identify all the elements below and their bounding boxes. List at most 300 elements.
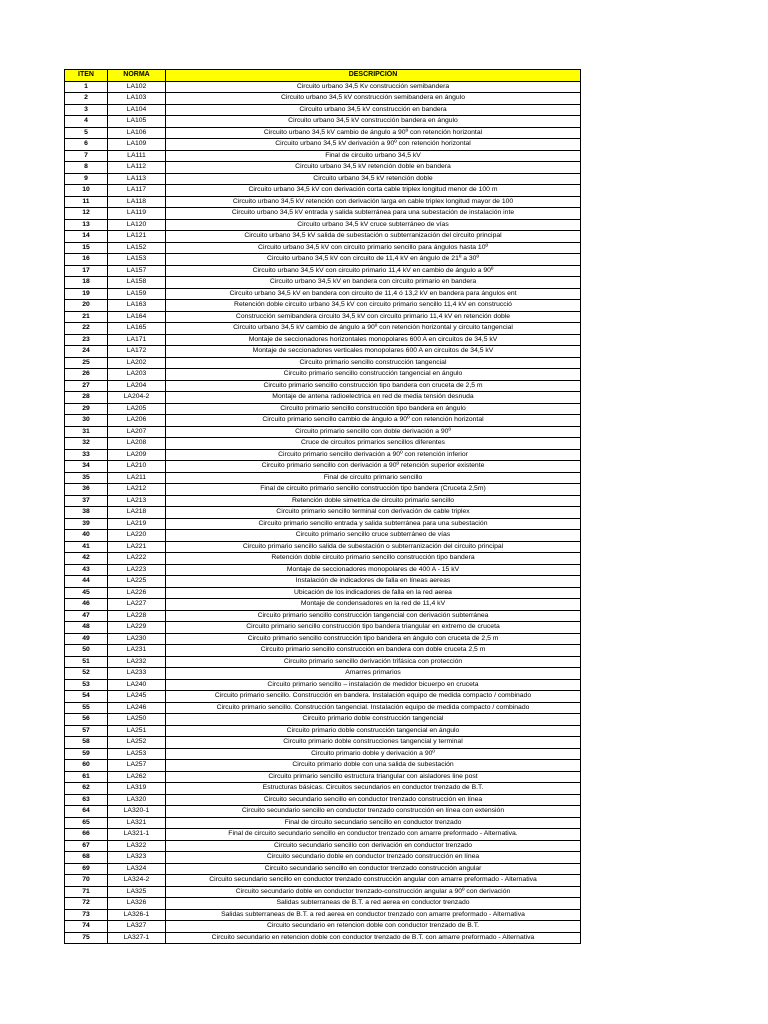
row-iten: 36 (65, 484, 108, 496)
row-description: Circuito primario sencillo salida de subestación o subterranización del circuito principal (166, 541, 581, 553)
row-description: Circuito urbano 34,5 kV cambio de ángulo a 90º con retención horizontal y circuito tangencial (166, 323, 581, 335)
row-iten: 38 (65, 507, 108, 519)
row-description: Final de circuito secundario sencillo en conductor trenzado con amarre preformado - Alternativa. (166, 829, 581, 841)
table-row (65, 472, 581, 484)
table-row (65, 530, 581, 542)
row-norma: LA218 (108, 507, 166, 519)
row-iten: 10 (65, 185, 108, 197)
row-iten: 24 (65, 346, 108, 358)
row-iten: 43 (65, 564, 108, 576)
row-iten: 74 (65, 921, 108, 933)
row-iten: 65 (65, 817, 108, 829)
row-norma: LA121 (108, 231, 166, 243)
row-description: Montaje de antena radioelectrica en red de media tensión desnuda (166, 392, 581, 404)
row-iten: 69 (65, 863, 108, 875)
table-row (65, 668, 581, 680)
row-norma: LA320 (108, 794, 166, 806)
row-norma: LA209 (108, 449, 166, 461)
row-iten: 66 (65, 829, 108, 841)
row-norma: LA327 (108, 921, 166, 933)
table-row (65, 242, 581, 254)
row-iten: 70 (65, 875, 108, 887)
row-description: Circuito primario sencillo – instalación de medidor bicuerpo en cruceta (166, 679, 581, 691)
table-row (65, 633, 581, 645)
row-iten: 25 (65, 357, 108, 369)
row-description: Circuito primario sencillo terminal con derivación de cable triplex (166, 507, 581, 519)
table-row (65, 656, 581, 668)
table-row (65, 196, 581, 208)
table-row (65, 208, 581, 220)
table-row (65, 783, 581, 795)
row-description: Circuito urbano 34,5 kV retención doble en bandera (166, 162, 581, 174)
row-iten: 40 (65, 530, 108, 542)
table-row (65, 587, 581, 599)
table-body (65, 81, 581, 944)
row-description: Ubicación de los indicadores de falla en la red aerea (166, 587, 581, 599)
table-row (65, 484, 581, 496)
row-description: Circuito secundario sencillo con derivación en conductor trenzado (166, 840, 581, 852)
row-norma: LA205 (108, 403, 166, 415)
row-norma: LA223 (108, 564, 166, 576)
row-norma: LA250 (108, 714, 166, 726)
row-norma: LA118 (108, 196, 166, 208)
table-row (65, 737, 581, 749)
table-row (65, 219, 581, 231)
row-description: Circuito urbano 34,5 kV salida de subestación o subterranización del circuito principal (166, 231, 581, 243)
row-iten: 45 (65, 587, 108, 599)
row-norma: LA246 (108, 702, 166, 714)
table-row (65, 691, 581, 703)
row-norma: LA226 (108, 587, 166, 599)
row-description: Circuito primario sencillo con doble derivación a 90º (166, 426, 581, 438)
row-iten: 47 (65, 610, 108, 622)
table-row (65, 461, 581, 473)
table-row (65, 553, 581, 565)
row-iten: 34 (65, 461, 108, 473)
row-iten: 50 (65, 645, 108, 657)
row-iten: 15 (65, 242, 108, 254)
standards-table (64, 69, 581, 944)
table-row (65, 932, 581, 944)
table-row (65, 863, 581, 875)
row-norma: LA326-1 (108, 909, 166, 921)
row-norma: LA105 (108, 116, 166, 128)
table-row (65, 852, 581, 864)
table-row (65, 323, 581, 335)
row-iten: 59 (65, 748, 108, 760)
row-iten: 64 (65, 806, 108, 818)
row-norma: LA323 (108, 852, 166, 864)
table-row (65, 392, 581, 404)
table-row (65, 346, 581, 358)
row-iten: 67 (65, 840, 108, 852)
row-description: Circuito primario sencillo construcción tipo bandera triangular en extremo de cruceta (166, 622, 581, 634)
row-description: Montaje de seccionadores monopolares de 400 A - 15 kV (166, 564, 581, 576)
row-norma: LA253 (108, 748, 166, 760)
row-norma: LA153 (108, 254, 166, 266)
row-norma: LA262 (108, 771, 166, 783)
row-norma: LA112 (108, 162, 166, 174)
row-iten: 54 (65, 691, 108, 703)
table-row (65, 875, 581, 887)
row-description: Circuito secundario sencillo en conductor trenzado construcción en línea (166, 794, 581, 806)
row-description: Circuito primario sencillo con derivación a 90º retención superior existente (166, 461, 581, 473)
row-iten: 6 (65, 139, 108, 151)
table-row (65, 334, 581, 346)
row-description: Circuito primario doble construcción tangencial en ángulo (166, 725, 581, 737)
table-row (65, 840, 581, 852)
table-row (65, 173, 581, 185)
row-norma: LA322 (108, 840, 166, 852)
table-row (65, 369, 581, 381)
row-norma: LA117 (108, 185, 166, 197)
row-description: Circuito primario sencillo construcción tangencial en ángulo (166, 369, 581, 381)
table-row (65, 645, 581, 657)
table-row (65, 139, 581, 151)
row-description: Circuito urbano 34,5 kV en bandera con circuito de 11,4 ó 13,2 kV en bandera para ángulos ent (166, 288, 581, 300)
row-iten: 4 (65, 116, 108, 128)
row-iten: 11 (65, 196, 108, 208)
row-norma: LA324-2 (108, 875, 166, 887)
row-iten: 35 (65, 472, 108, 484)
row-norma: LA206 (108, 415, 166, 427)
row-iten: 51 (65, 656, 108, 668)
row-iten: 73 (65, 909, 108, 921)
table-row (65, 806, 581, 818)
row-norma: LA164 (108, 311, 166, 323)
header-row (65, 70, 581, 82)
row-iten: 62 (65, 783, 108, 795)
row-description: Circuito secundario doble en conductor trenzado-construcción angular a 90º con derivación (166, 886, 581, 898)
row-norma: LA171 (108, 334, 166, 346)
row-iten: 12 (65, 208, 108, 220)
row-iten: 75 (65, 932, 108, 944)
row-description: Circuito primario sencillo construcción tangencial (166, 357, 581, 369)
row-description: Circuito primario doble construcción tangencial (166, 714, 581, 726)
row-iten: 5 (65, 127, 108, 139)
row-description: Circuito secundario sencillo en conductor trenzado construcción en línea con extensión (166, 806, 581, 818)
row-description: Retención doble circuito urbano 34,5 kV con circuito primario sencillo 11,4 kV en construcció (166, 300, 581, 312)
table-row (65, 725, 581, 737)
table-row (65, 817, 581, 829)
row-description: Circuito primario sencillo. Construcción tangencial. Instalación equipo de medida compacto / combinado (166, 702, 581, 714)
table-row (65, 518, 581, 530)
row-norma: LA319 (108, 783, 166, 795)
row-description: Circuito primario sencillo derivación trifásica con protección (166, 656, 581, 668)
row-description: Circuito urbano 34,5 kV construcción en bandera (166, 104, 581, 116)
row-iten: 23 (65, 334, 108, 346)
row-description: Circuito urbano 34,5 Kv construcción semibandera (166, 81, 581, 93)
table-row (65, 714, 581, 726)
row-norma: LA230 (108, 633, 166, 645)
row-description: Circuito urbano 34,5 kV con circuito primario sencillo para ángulos hasta 10º (166, 242, 581, 254)
row-description: Circuito urbano 34,5 kV retención doble (166, 173, 581, 185)
row-description: Circuito primario sencillo estructura triangular con aisladores line post (166, 771, 581, 783)
row-norma: LA325 (108, 886, 166, 898)
row-description: Circuito urbano 34,5 kV construcción bandera en ángulo (166, 116, 581, 128)
table-row (65, 622, 581, 634)
row-description: Salidas subterraneas de B.T. a red aerea en conductor trenzado (166, 898, 581, 910)
row-iten: 13 (65, 219, 108, 231)
row-description: Montaje de seccionadores verticales monopolares 600 A en circuitos de 34,5 kV (166, 346, 581, 358)
row-norma: LA109 (108, 139, 166, 151)
row-iten: 57 (65, 725, 108, 737)
row-iten: 46 (65, 599, 108, 611)
table-row (65, 886, 581, 898)
row-norma: LA163 (108, 300, 166, 312)
row-norma: LA208 (108, 438, 166, 450)
row-description: Circuito primario doble y derivación a 90º (166, 748, 581, 760)
row-iten: 53 (65, 679, 108, 691)
row-norma: LA106 (108, 127, 166, 139)
table-row (65, 829, 581, 841)
row-norma: LA327-1 (108, 932, 166, 944)
table-row (65, 426, 581, 438)
row-iten: 60 (65, 760, 108, 772)
row-iten: 32 (65, 438, 108, 450)
row-description: Construcción semibandera circuito 34,5 kV con circuito primario 11,4 kV en retención doble (166, 311, 581, 323)
row-description: Circuito urbano 34,5 kV con derivación corta cable triplex longitud menor de 100 m (166, 185, 581, 197)
row-norma: LA152 (108, 242, 166, 254)
row-description: Circuito urbano 34,5 kV retención con derivación larga en cable triplex longitud mayor de 100 (166, 196, 581, 208)
row-iten: 33 (65, 449, 108, 461)
table-row (65, 380, 581, 392)
row-iten: 22 (65, 323, 108, 335)
row-iten: 71 (65, 886, 108, 898)
table-row (65, 162, 581, 174)
table-row (65, 357, 581, 369)
row-description: Amarres primarios (166, 668, 581, 680)
table-row (65, 794, 581, 806)
table-row (65, 127, 581, 139)
table-row (65, 104, 581, 116)
row-description: Circuito primario sencillo construcción tipo bandera con cruceta de 2,5 m (166, 380, 581, 392)
row-norma: LA165 (108, 323, 166, 335)
row-iten: 29 (65, 403, 108, 415)
table-row (65, 610, 581, 622)
row-iten: 63 (65, 794, 108, 806)
row-norma: LA113 (108, 173, 166, 185)
table-row (65, 909, 581, 921)
row-norma: LA240 (108, 679, 166, 691)
row-description: Circuito primario sencillo construcción en bandera con doble cruceta 2,5 m (166, 645, 581, 657)
row-norma: LA172 (108, 346, 166, 358)
row-description: Circuito urbano 34,5 kV entrada y salida subterránea para una subestación de instalación inte (166, 208, 581, 220)
row-norma: LA227 (108, 599, 166, 611)
header-norma: NORMA (108, 70, 166, 82)
row-iten: 56 (65, 714, 108, 726)
table-row (65, 311, 581, 323)
row-description: Circuito secundario sencillo en conductor trenzado construcción angular (166, 863, 581, 875)
row-description: Circuito primario sencillo construcción tangencial con derivación subterránea (166, 610, 581, 622)
row-description: Salidas subterraneas de B.T. a red aerea en conductor trenzado con amarre preformado - Alternativa (166, 909, 581, 921)
row-iten: 68 (65, 852, 108, 864)
standards-table-container (64, 69, 580, 944)
row-norma: LA251 (108, 725, 166, 737)
row-norma: LA257 (108, 760, 166, 772)
header-iten: ITEN (65, 70, 108, 82)
row-norma: LA321 (108, 817, 166, 829)
row-norma: LA252 (108, 737, 166, 749)
row-description: Circuito primario sencillo derivación a 90º con retención inferior (166, 449, 581, 461)
row-description: Final de circuito urbano 34,5 kV (166, 150, 581, 162)
row-iten: 42 (65, 553, 108, 565)
row-description: Instalación de indicadores de falla en líneas aereas (166, 576, 581, 588)
table-row (65, 760, 581, 772)
row-norma: LA204 (108, 380, 166, 392)
row-norma: LA157 (108, 265, 166, 277)
table-row (65, 576, 581, 588)
row-description: Estructuras básicas. Circuitos secundarios en conductor trenzado de B.T. (166, 783, 581, 795)
row-iten: 20 (65, 300, 108, 312)
table-row (65, 599, 581, 611)
row-norma: LA321-1 (108, 829, 166, 841)
table-row (65, 702, 581, 714)
row-norma: LA231 (108, 645, 166, 657)
table-row (65, 564, 581, 576)
row-iten: 52 (65, 668, 108, 680)
row-description: Final de circuito primario sencillo construcción tipo bandera (Cruceta 2,5m) (166, 484, 581, 496)
row-norma: LA120 (108, 219, 166, 231)
row-norma: LA102 (108, 81, 166, 93)
table-row (65, 921, 581, 933)
row-iten: 14 (65, 231, 108, 243)
row-norma: LA207 (108, 426, 166, 438)
table-row (65, 288, 581, 300)
table-row (65, 277, 581, 289)
row-description: Circuito urbano 34,5 kV con circuito de 11,4 kV en ángulo de 21º a 30º (166, 254, 581, 266)
row-iten: 19 (65, 288, 108, 300)
row-norma: LA324 (108, 863, 166, 875)
table-row (65, 748, 581, 760)
table-row (65, 495, 581, 507)
row-iten: 72 (65, 898, 108, 910)
row-norma: LA326 (108, 898, 166, 910)
row-norma: LA159 (108, 288, 166, 300)
row-iten: 16 (65, 254, 108, 266)
row-description: Circuito secundario sencillo en conductor trenzado construcción angular con amarre preformado - Alternativa (166, 875, 581, 887)
row-description: Retención doble circuito primario sencillo construcción tipo bandera (166, 553, 581, 565)
row-norma: LA225 (108, 576, 166, 588)
row-norma: LA229 (108, 622, 166, 634)
row-norma: LA232 (108, 656, 166, 668)
row-norma: LA104 (108, 104, 166, 116)
row-iten: 1 (65, 81, 108, 93)
row-description: Circuito primario sencillo entrada y salida subterránea para una subestación (166, 518, 581, 530)
row-description: Retención doble simetrica de circuito primario sencillo (166, 495, 581, 507)
table-row (65, 81, 581, 93)
row-iten: 31 (65, 426, 108, 438)
row-norma: LA202 (108, 357, 166, 369)
row-iten: 44 (65, 576, 108, 588)
table-row (65, 771, 581, 783)
row-iten: 39 (65, 518, 108, 530)
table-row (65, 150, 581, 162)
table-row (65, 898, 581, 910)
row-iten: 18 (65, 277, 108, 289)
row-iten: 30 (65, 415, 108, 427)
table-row (65, 541, 581, 553)
row-norma: LA158 (108, 277, 166, 289)
row-norma: LA233 (108, 668, 166, 680)
row-iten: 41 (65, 541, 108, 553)
row-iten: 27 (65, 380, 108, 392)
row-description: Circuito urbano 34,5 kV cruce subterráneo de vías (166, 219, 581, 231)
row-description: Circuito urbano 34,5 kV construcción semibandera en ángulo (166, 93, 581, 105)
row-iten: 9 (65, 173, 108, 185)
table-row (65, 116, 581, 128)
row-description: Montaje de condensadores en la red de 11,4 kV (166, 599, 581, 611)
row-iten: 49 (65, 633, 108, 645)
row-description: Cruce de circuitos primarios sencillos diferentes (166, 438, 581, 450)
row-norma: LA220 (108, 530, 166, 542)
row-description: Circuito secundario en retencion doble con conductor trenzado de B.T. (166, 921, 581, 933)
row-norma: LA203 (108, 369, 166, 381)
row-iten: 26 (65, 369, 108, 381)
row-iten: 61 (65, 771, 108, 783)
row-iten: 58 (65, 737, 108, 749)
row-norma: LA222 (108, 553, 166, 565)
row-description: Circuito primario doble con una salida de subestación (166, 760, 581, 772)
row-iten: 3 (65, 104, 108, 116)
table-row (65, 185, 581, 197)
row-norma: LA228 (108, 610, 166, 622)
row-description: Circuito urbano 34,5 kV cambio de ángulo a 90º con retención horizontal (166, 127, 581, 139)
table-row (65, 415, 581, 427)
row-description: Montaje de seccionadores horizontales monopolares 600 A en circuitos de 34,5 kV (166, 334, 581, 346)
table-row (65, 231, 581, 243)
row-norma: LA210 (108, 461, 166, 473)
header-descripcion: DESCRIPCIÓN (166, 70, 581, 82)
row-norma: LA204-2 (108, 392, 166, 404)
row-description: Final de circuito secundario sencillo en conductor trenzado (166, 817, 581, 829)
row-norma: LA103 (108, 93, 166, 105)
row-norma: LA245 (108, 691, 166, 703)
row-description: Circuito primario sencillo cambio de ángulo a 90º con retención horizontal (166, 415, 581, 427)
row-iten: 21 (65, 311, 108, 323)
table-row (65, 507, 581, 519)
row-description: Circuito secundario doble en conductor trenzado construcción en línea (166, 852, 581, 864)
row-iten: 8 (65, 162, 108, 174)
row-norma: LA212 (108, 484, 166, 496)
row-description: Circuito primario sencillo. Construcción en bandera. Instalación equipo de medida compacto / combinado (166, 691, 581, 703)
table-row (65, 93, 581, 105)
row-norma: LA111 (108, 150, 166, 162)
row-norma: LA119 (108, 208, 166, 220)
table-row (65, 300, 581, 312)
table-row (65, 438, 581, 450)
table-row (65, 265, 581, 277)
row-norma: LA213 (108, 495, 166, 507)
table-row (65, 679, 581, 691)
row-iten: 28 (65, 392, 108, 404)
row-iten: 37 (65, 495, 108, 507)
row-norma: LA221 (108, 541, 166, 553)
row-description: Circuito secundario en retencion doble con conductor trenzado de B.T. con amarre preformado - Alternativa (166, 932, 581, 944)
row-norma: LA211 (108, 472, 166, 484)
row-description: Circuito primario doble construcciones tangencial y terminal (166, 737, 581, 749)
row-description: Final de circuito primario sencillo (166, 472, 581, 484)
row-iten: 55 (65, 702, 108, 714)
table-header (65, 70, 581, 82)
table-row (65, 254, 581, 266)
row-description: Circuito primario sencillo cruce subterráneo de vías (166, 530, 581, 542)
row-description: Circuito primario sencillo construcción tipo bandera en ángulo con cruceta de 2,5 m (166, 633, 581, 645)
table-row (65, 449, 581, 461)
row-iten: 2 (65, 93, 108, 105)
row-description: Circuito primario sencillo construcción tipo bandera en ángulo (166, 403, 581, 415)
row-description: Circuito urbano 34,5 kV derivación a 90º con retención horizontal (166, 139, 581, 151)
